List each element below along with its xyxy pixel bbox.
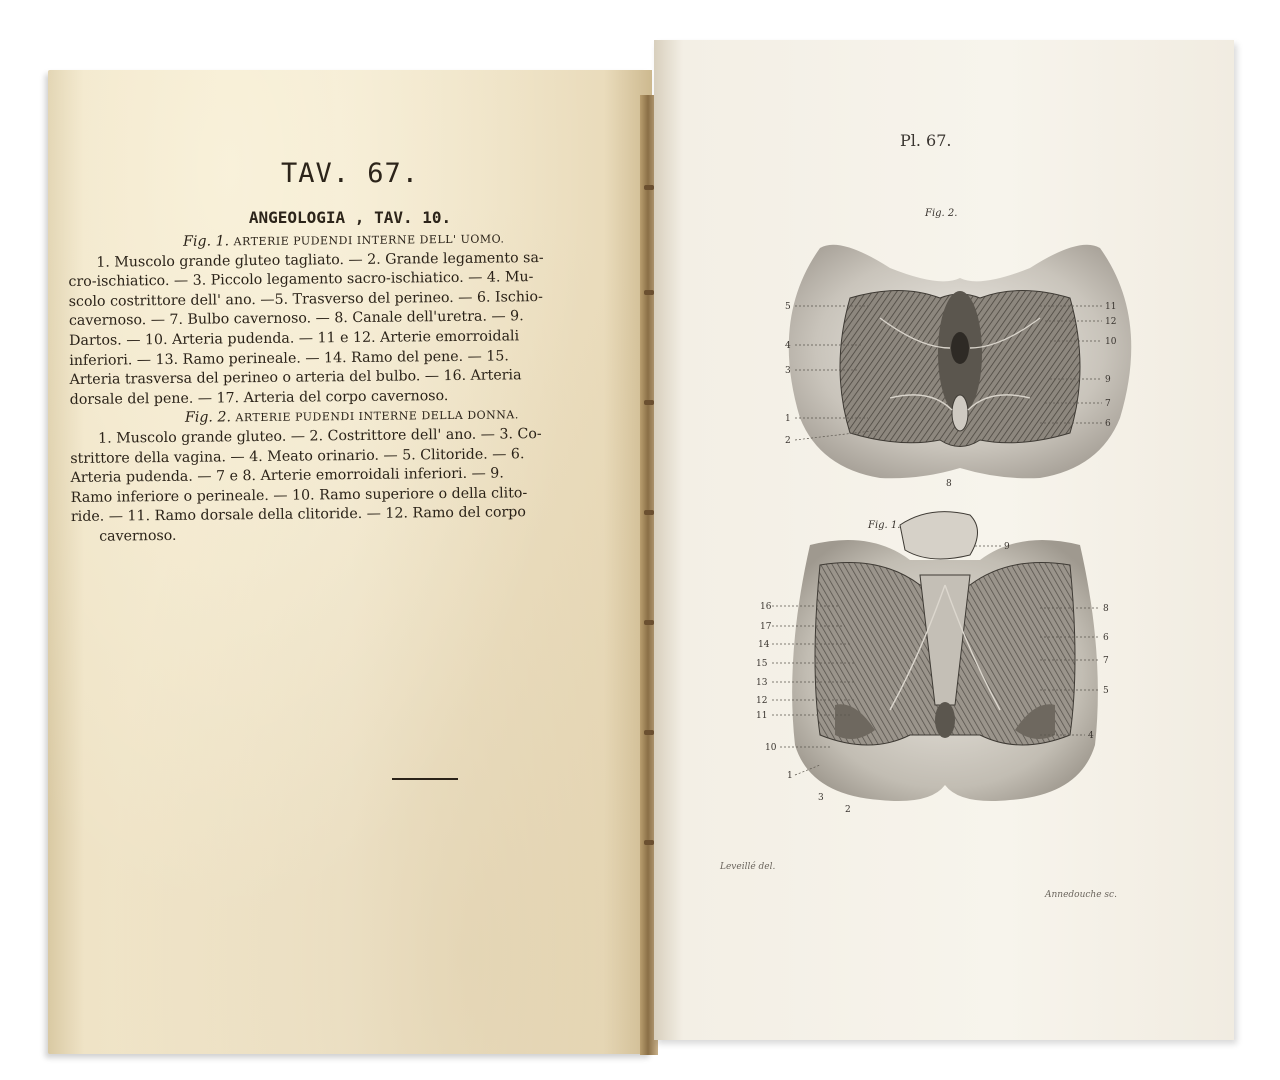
legend-line: 1. Muscolo grande gluteo. — 2. Costrittore dell' ano. — 3. Co- [98,425,542,447]
fig1-number-label: 9 [1004,542,1010,552]
fig1-caption: ARTERIE PUDENDI INTERNE DELL' UOMO. [233,232,505,249]
legend-line: scolo costrittore dell' ano. —5. Trasverso del perineo. — 6. Ischio- [68,288,543,310]
fig1-label: Fig. 1. [868,520,901,531]
fig1-number-label: 2 [845,805,851,815]
fig2-caption: ARTERIE PUDENDI INTERNE DELLA DONNA. [235,408,519,425]
plate-title: TAV. 67. [280,158,420,189]
fig2-number-label: 8 [946,479,952,489]
fig1-number-label: 8 [1103,604,1109,614]
credit-delineator: Leveillé del. [720,862,776,872]
fig1-number: Fig. 1. [183,233,230,250]
legend-line: 1. Muscolo grande gluteo tagliato. — 2. Grande legamento sa- [96,249,544,271]
legend-line: cro-ischiatico. — 3. Piccolo legamento sacro-ischiatico. — 4. Mu- [68,269,534,291]
fig1-number-label: 1 [787,771,793,781]
fig1-number-label: 15 [756,659,768,669]
fig2-number-label: 11 [1105,302,1117,312]
fig2-number-label: 9 [1105,375,1111,385]
legend-line: ride. — 11. Ramo dorsale della clitoride. — 12. Ramo del corpo [70,504,526,526]
fig1-number-label: 10 [765,743,777,753]
fig2-number-label: 10 [1105,337,1117,347]
legend-line: Arteria trasversa del perineo o arteria del bulbo. — 16. Arteria [69,367,522,389]
fig2-number-label: 2 [785,436,791,446]
plate-number: Pl. 67. [900,131,952,150]
fig2-number-label: 1 [785,414,791,424]
fig2-number-label: 4 [785,341,791,351]
legend-line: inferiori. — 13. Ramo perineale. — 14. Ramo del pene. — 15. [69,347,509,369]
fig1-number-label: 11 [756,711,768,721]
fig2-number-label: 6 [1105,419,1111,429]
fig1-number-label: 6 [1103,633,1109,643]
legend-line: cavernoso. — 7. Bulbo cavernoso. — 8. Canale dell'uretra. — 9. [68,308,524,330]
fig1-number-label: 17 [760,622,772,632]
fig1-number-label: 3 [818,793,824,803]
fig1-number-label: 13 [756,678,768,688]
fig1-number-label: 14 [758,640,770,650]
fig2-number: Fig. 2. [184,409,232,427]
legend-line: Arteria pudenda. — 7 e 8. Arterie emorroidali inferiori. — 9. [70,465,504,487]
fig2-number-label: 7 [1105,399,1111,409]
legend-line: cavernoso. [99,527,177,545]
fig1-number-label: 12 [756,696,768,706]
fig1-number-label: 4 [1088,731,1094,741]
fig2-number-label: 3 [785,366,791,376]
credit-engraver: Annedouche sc. [1045,890,1117,900]
legend-line: Dartos. — 10. Arteria pudenda. — 11 e 12. Arterie emorroidali [69,328,520,349]
section-subtitle: ANGEOLOGIA , TAV. 10. [248,208,452,227]
legend-line: Ramo inferiore o perineale. — 10. Ramo superiore o della clito- [70,484,528,506]
fig1-number-label: 7 [1103,656,1109,666]
fig2-number-label: 12 [1105,317,1117,327]
fig1-number-label: 16 [760,602,772,612]
legend-line: dorsale del pene. — 17. Arteria del corpo cavernoso. [69,387,449,408]
legend-line: strittore della vagina. — 4. Meato orinario. — 5. Clitoride. — 6. [70,445,525,467]
fig2-number-label: 5 [785,302,791,312]
fig1-number-label: 5 [1103,686,1109,696]
fig2-label: Fig. 2. [925,208,958,219]
